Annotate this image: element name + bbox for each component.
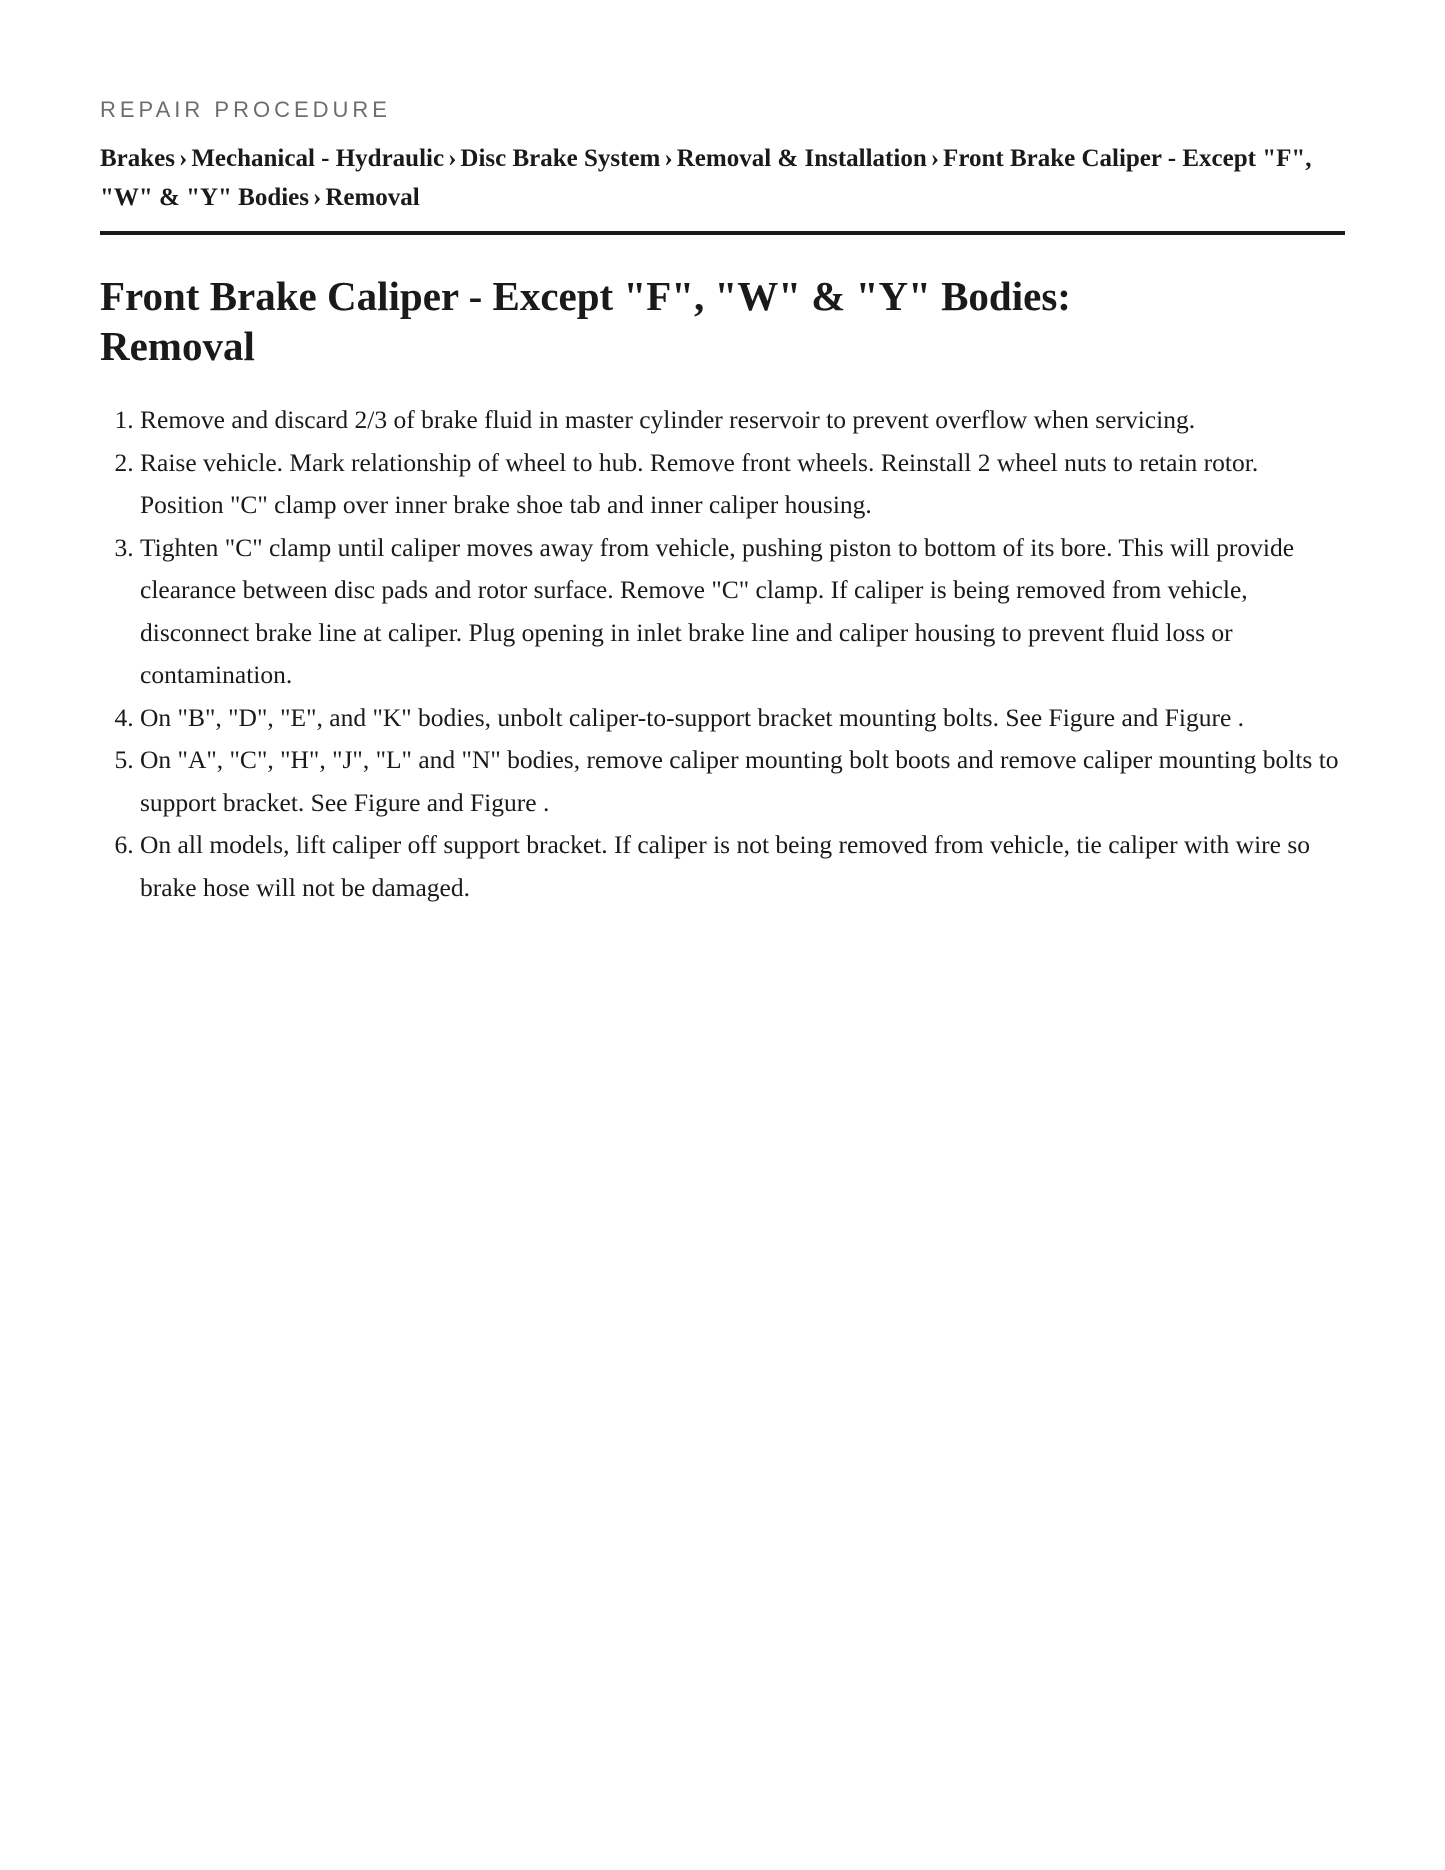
procedure-steps (100, 399, 1345, 909)
breadcrumb-item[interactable]: Front Brake Caliper - Except "F", "W" & "Y" Bodies (100, 145, 1312, 211)
procedure-step: 3. Tighten "C" clamp until caliper moves away from vehicle, pushing piston to bottom of its bore. This will provide clearance between disc pads and rotor surface. Remove "C" clamp. If caliper is being removed from vehicle, disconnect brake line at caliper. Plug opening in inlet brake line and caliper housing to prevent fluid loss or contamination. (140, 527, 1345, 697)
section-eyebrow: REPAIR PROCEDURE (100, 97, 391, 122)
breadcrumb-separator: › (930, 145, 940, 172)
procedure-step: 1. Remove and discard 2/3 of brake fluid in master cylinder reservoir to prevent overflow when servicing. (140, 399, 1345, 442)
breadcrumb-separator: › (313, 184, 322, 211)
breadcrumb-separator: › (664, 145, 673, 172)
breadcrumb-item-current: Removal (325, 184, 420, 211)
page-title: Front Brake Caliper - Except "F", "W" & "Y" Bodies: Removal (100, 273, 1071, 369)
procedure-step: 6. On all models, lift caliper off support bracket. If caliper is not being removed from vehicle, tie caliper with wire so brake hose will not be damaged. (140, 824, 1345, 909)
procedure-step: 2. Raise vehicle. Mark relationship of wheel to hub. Remove front wheels. Reinstall 2 wheel nuts to retain rotor. Position "C" clamp over inner brake shoe tab and inner caliper housing. (140, 442, 1345, 527)
breadcrumb-separator: › (179, 145, 188, 172)
breadcrumb-separator: › (448, 145, 457, 172)
breadcrumb (100, 139, 1345, 235)
procedure-step: 5. On "A", "C", "H", "J", "L" and "N" bodies, remove caliper mounting bolt boots and remove caliper mounting bolts to support bracket. See Figure and Figure . (140, 739, 1345, 824)
breadcrumb-item[interactable]: Disc Brake System (460, 145, 661, 172)
document-page (0, 0, 1339, 909)
breadcrumb-item[interactable]: Mechanical - Hydraulic (191, 145, 445, 172)
procedure-step: 4. On "B", "D", "E", and "K" bodies, unbolt caliper-to-support bracket mounting bolts. See Figure and Figure . (140, 697, 1345, 740)
breadcrumb-item[interactable]: Removal & Installation (676, 145, 927, 172)
breadcrumb-item[interactable]: Brakes (100, 145, 175, 172)
